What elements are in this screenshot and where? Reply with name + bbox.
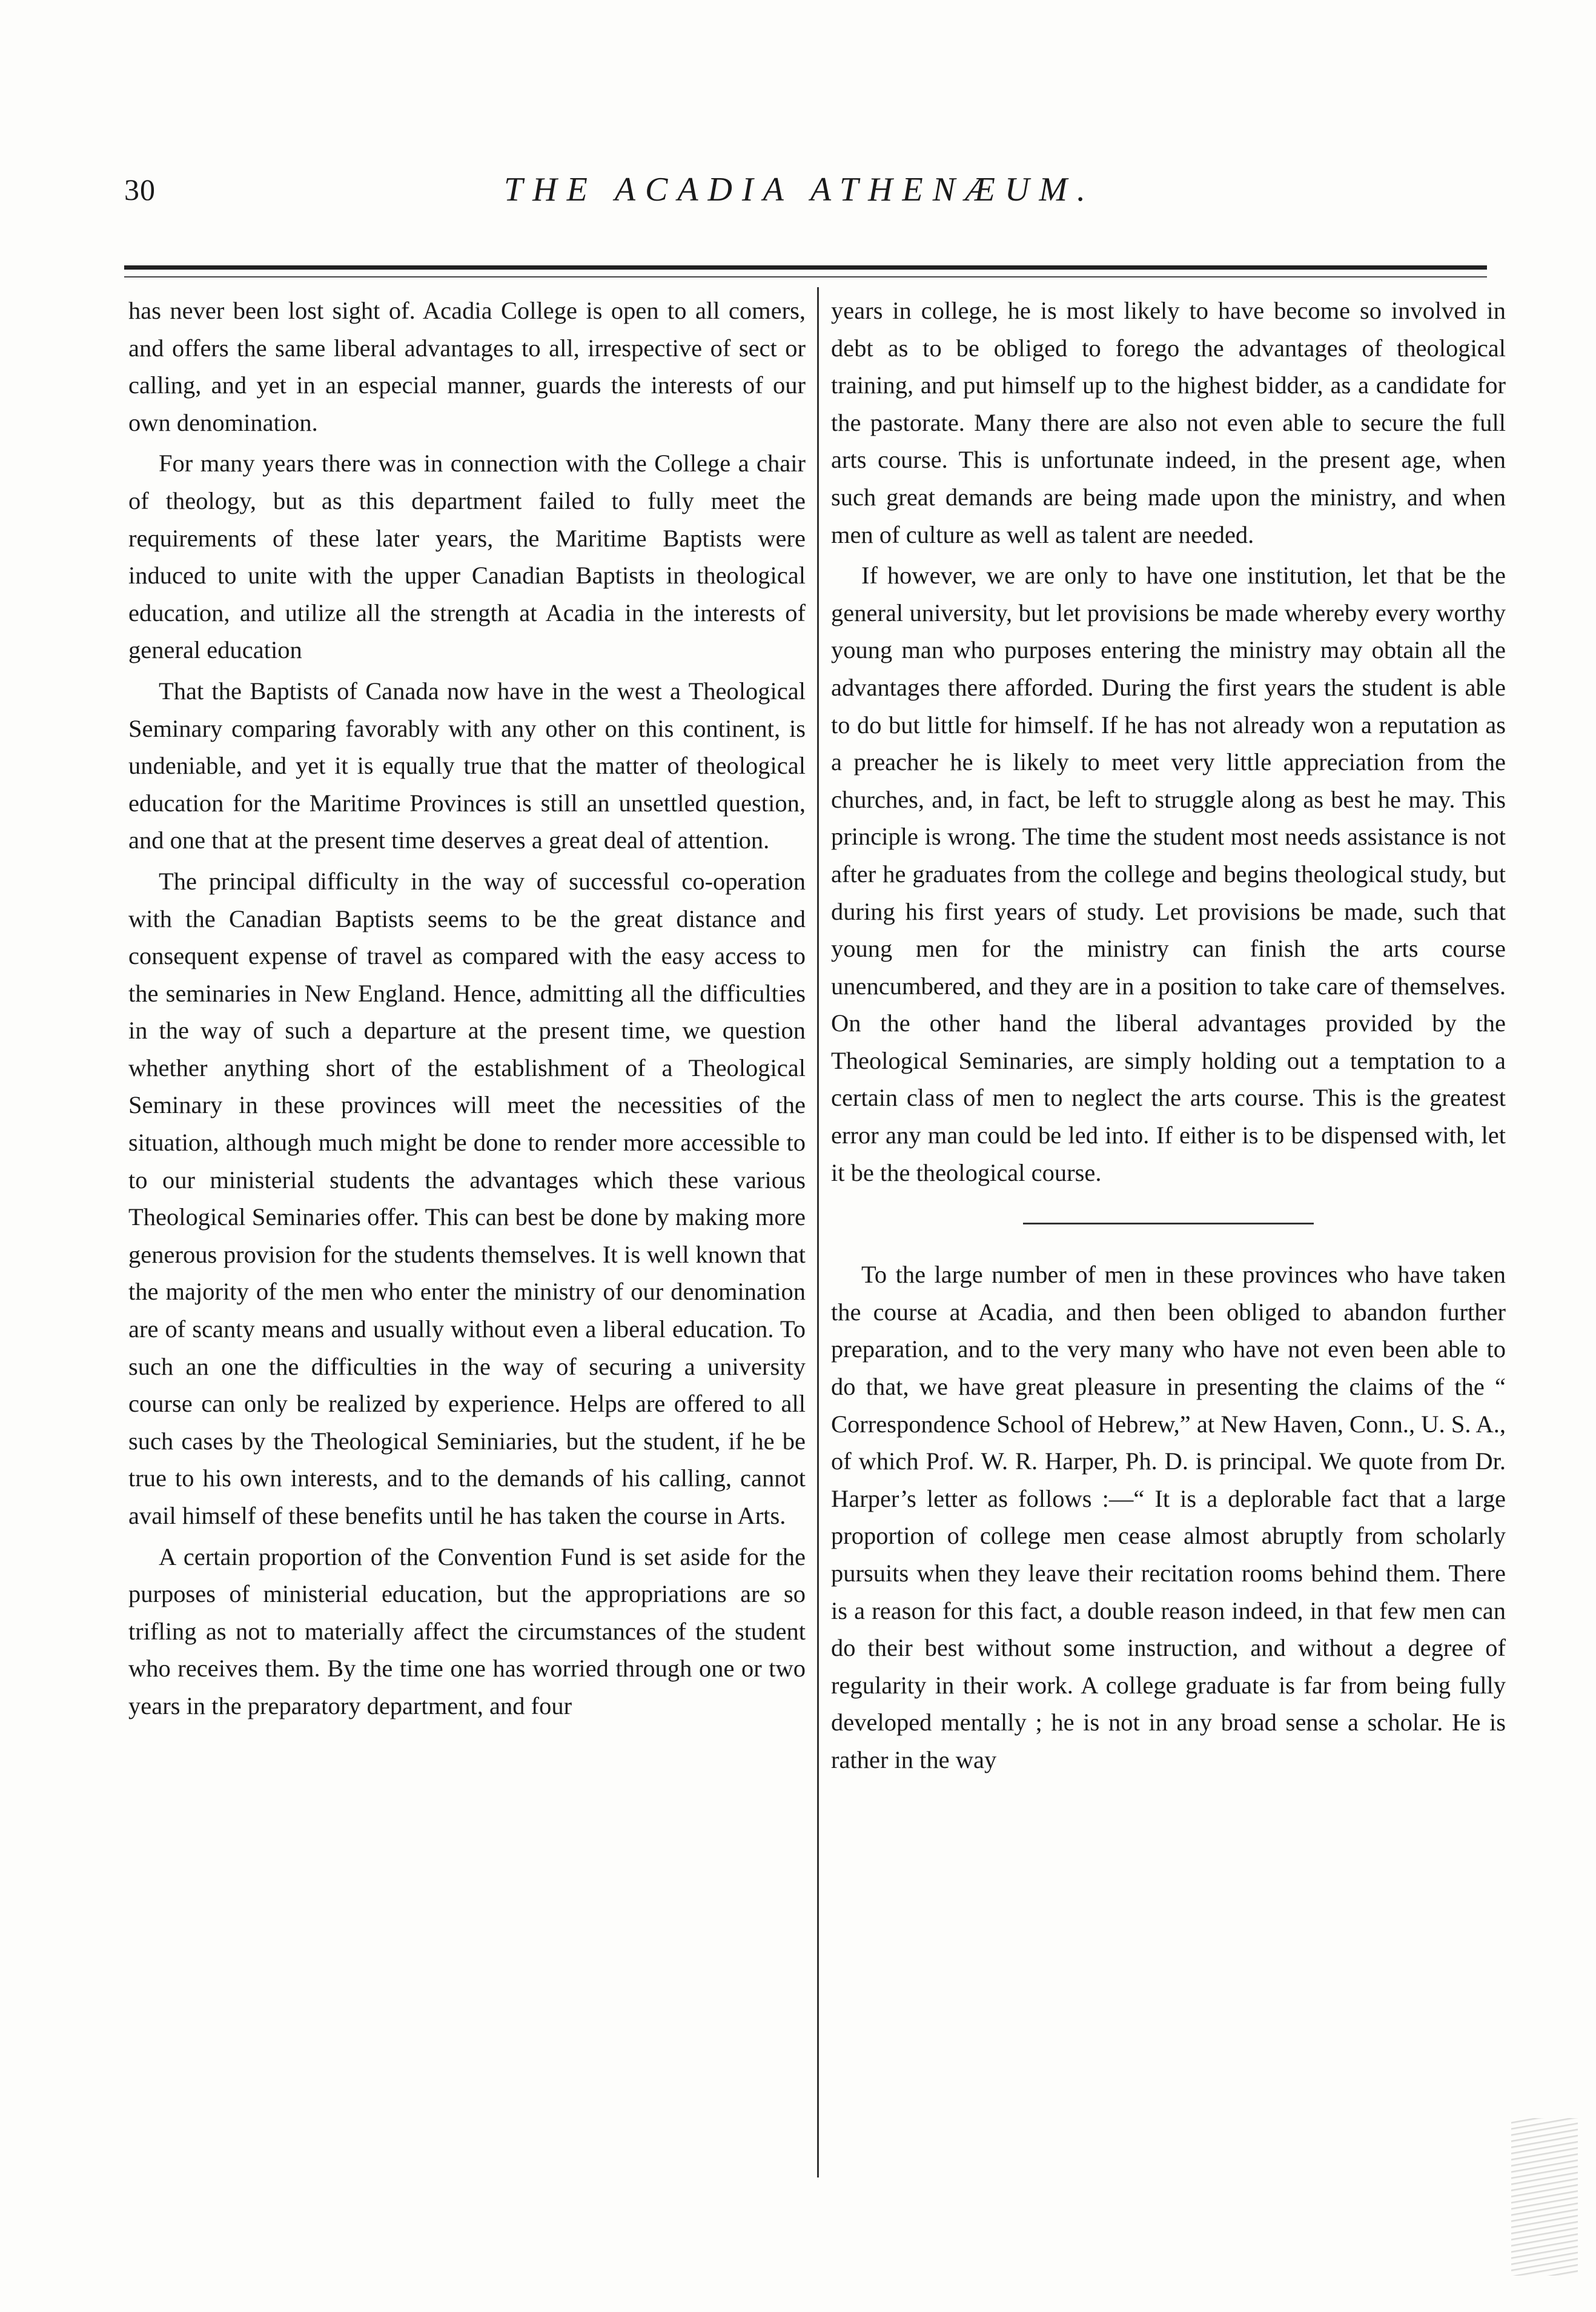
paragraph: A certain proportion of the Convention Fund is set aside for the purposes of ministerial education, but the appropriations are so trifling as not to materially affect the circumstances of the student who receives them. By the time one has worried through one or two years in the preparatory department, and four — [128, 1543, 806, 1719]
right-column — [831, 292, 1506, 1782]
page-number: 30 — [124, 173, 156, 207]
column-divider — [817, 287, 819, 2177]
header-rule-thick — [124, 265, 1487, 270]
paragraph: That the Baptists of Canada now have in the west a Theological Seminary comparing favorably with any other on this continent, is undeniable, and yet it is equally true that the matter of theological education for the Maritime Provinces is still an unsettled question, and one that at the present time deserves a great deal of attention. — [128, 677, 806, 854]
paragraph: has never been lost sight of. Acadia College is open to all comers, and offers the same liberal advantages to all, irrespective of sect or calling, and yet in an especial manner, guards the interests of our own denomination. — [128, 297, 806, 436]
scan-artifact — [1511, 2118, 1578, 2276]
header-rule-thin — [124, 276, 1487, 277]
section-divider — [1023, 1223, 1314, 1224]
paragraph: The principal difficulty in the way of successful co-operation with the Canadian Baptists seems to be the great distance and consequent expense of travel as compared with the easy access to the seminaries in New England. Hence, admitting all the difficulties in the way of such a departure at the present time, we question whether anything short of the establishment of a Theological Seminary in these provinces will meet the necessities of the situation, although much might be done to render more accessible to to our ministerial students the advantages which these various Theological Seminaries offer. This can best be done by making more generous provision for the students themselves. It is well known that the majority of the men who enter the ministry of our denomination are of scanty means and usually without even a liberal education. To such an one the difficulties in the way of securing a university course can only be realized by experience. Helps are offered to all such cases by the Theological Seminiaries, but the student, if he be true to his own interests, and to the demands of his calling, cannot avail himself of these benefits until he has taken the course in Arts. — [128, 867, 806, 1529]
running-title: THE ACADIA ATHENÆUM. — [504, 171, 1095, 208]
page-header — [124, 162, 1475, 241]
paragraph: If however, we are only to have one institution, let that be the general university, but let provisions be made whereby every worthy young man who purposes entering the ministry may obtain all the advantages there afforded. During the first years the student is able to do but little for himself. If he has not already won a reputation as a preacher he is likely to meet very little appreciation from the churches, and, in fact, be left to struggle along as best he may. This principle is wrong. The time the student most needs assistance is not after he graduates from the college and begins theological study, but during his first years of study. Let provisions be made, such that young men for the ministry can finish the arts course unencumbered, and they are in a position to take care of themselves. On the other hand the liberal advantages provided by the Theological Seminaries, are simply holding out a temptation to a certain class of men to neglect the arts course. This is the greatest error any man could be led into. If either is to be dispensed with, let it be the theological course. — [831, 562, 1506, 1186]
paragraph: For many years there was in connection with the College a chair of theology, but as this department failed to fully meet the requirements of these later years, the Maritime Baptists were induced to unite with the upper Canadian Baptists in theological education, and utilize all the strength at Acadia in the interests of general education — [128, 450, 806, 664]
left-column — [128, 292, 806, 1729]
paragraph: years in college, he is most likely to have become so involved in debt as to be obliged to forego the advantages of theological training, and put himself up to the highest bidder, as a candidate for the pastorate. Many there are also not even able to secure the full arts course. This is unfortunate indeed, in the present age, when such great demands are being made upon the ministry, and when men of culture as well as talent are needed. — [831, 297, 1506, 548]
paragraph: To the large number of men in these provinces who have taken the course at Acadia, and then been obliged to abandon further preparation, and to the very many who have not even been able to do that, we have great pleasure in presenting the claims of the “ Correspondence School of Hebrew,” at New Haven, Conn., U. S. A., of which Prof. W. R. Harper, Ph. D. is principal. We quote from Dr. Harper’s letter as follows :—“ It is a deplorable fact that a large proportion of college men cease almost abruptly from scholarly pursuits when they leave their recitation rooms behind them. There is a reason for this fact, a double reason indeed, in that few men can do their best without some instruction, and without a degree of regularity in their work. A college graduate is far from being fully developed mentally ; he is not in any broad sense a scholar. He is rather in the way — [831, 1261, 1506, 1773]
